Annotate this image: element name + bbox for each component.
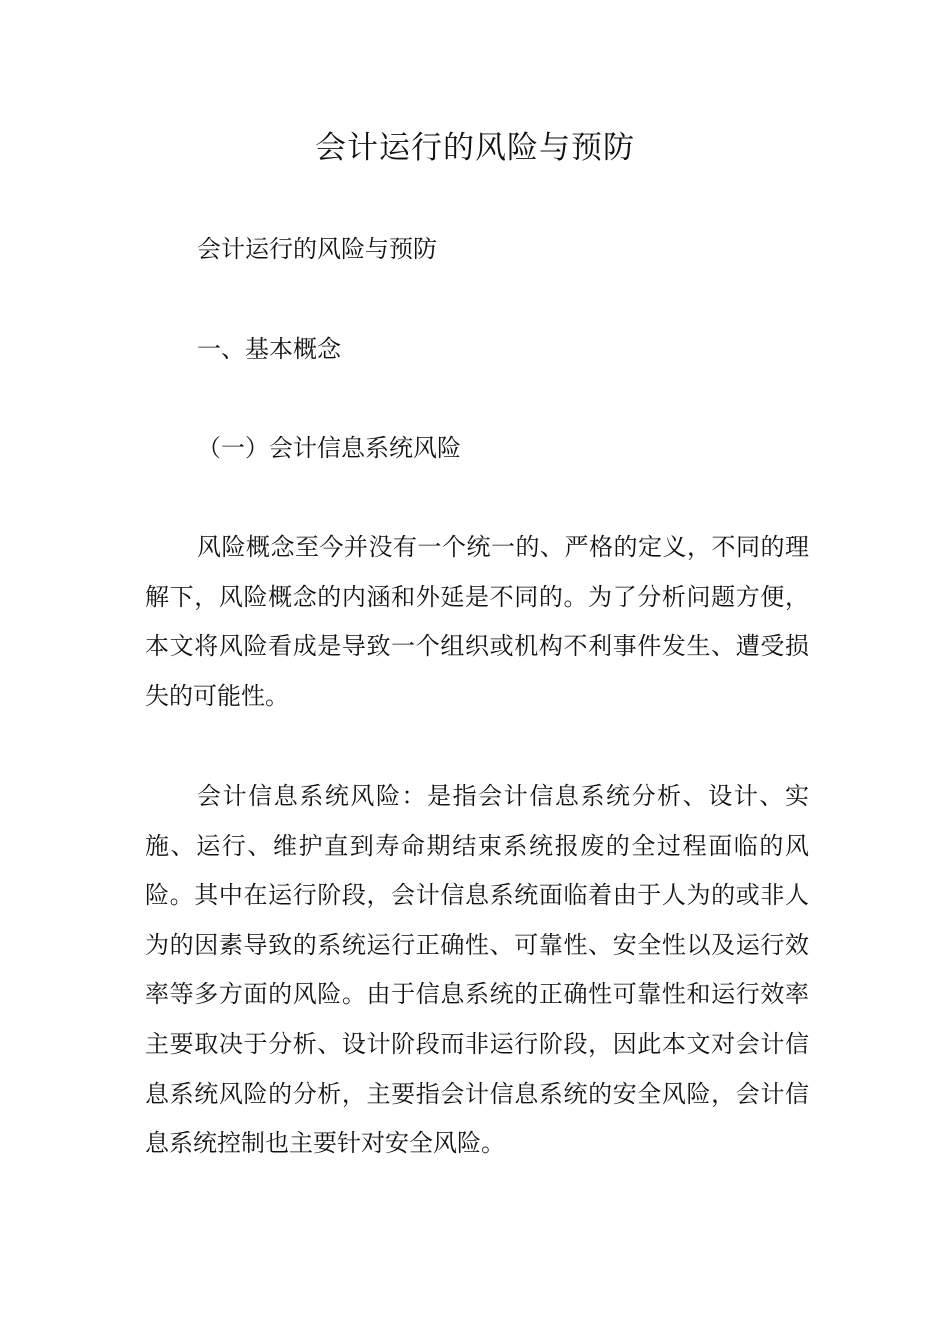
document-subtitle: 会计运行的风险与预防 [197, 235, 437, 263]
document-title: 会计运行的风险与预防 [315, 130, 635, 166]
section-heading: 一、基本概念 [197, 335, 341, 363]
body-paragraph: 会计信息系统风险：是指会计信息系统分析、设计、实施、运行、维护直到寿命期结束系统报废的全过程面临的风险。其中在运行阶段，会计信息系统面临着由于人为的或非人为的因素导致的系统运行正确性、可靠性、安全性以及运行效率等多方面的风险。由于信息系统的正确性可靠性和运行效率主要取决于分析、设计阶段而非运行阶段，因此本文对会计信息系统风险的分析，主要指会计信息系统的安全风险，会计信息系统控制也主要针对安全风险。 [145, 782, 809, 1158]
subsection-heading: （一）会计信息系统风险 [197, 434, 461, 462]
body-paragraph: 风险概念至今并没有一个统一的、严格的定义，不同的理解下，风险概念的内涵和外延是不同的。为了分析问题方便，本文将风险看成是导致一个组织或机构不利事件发生、遭受损失的可能性。 [145, 533, 809, 710]
